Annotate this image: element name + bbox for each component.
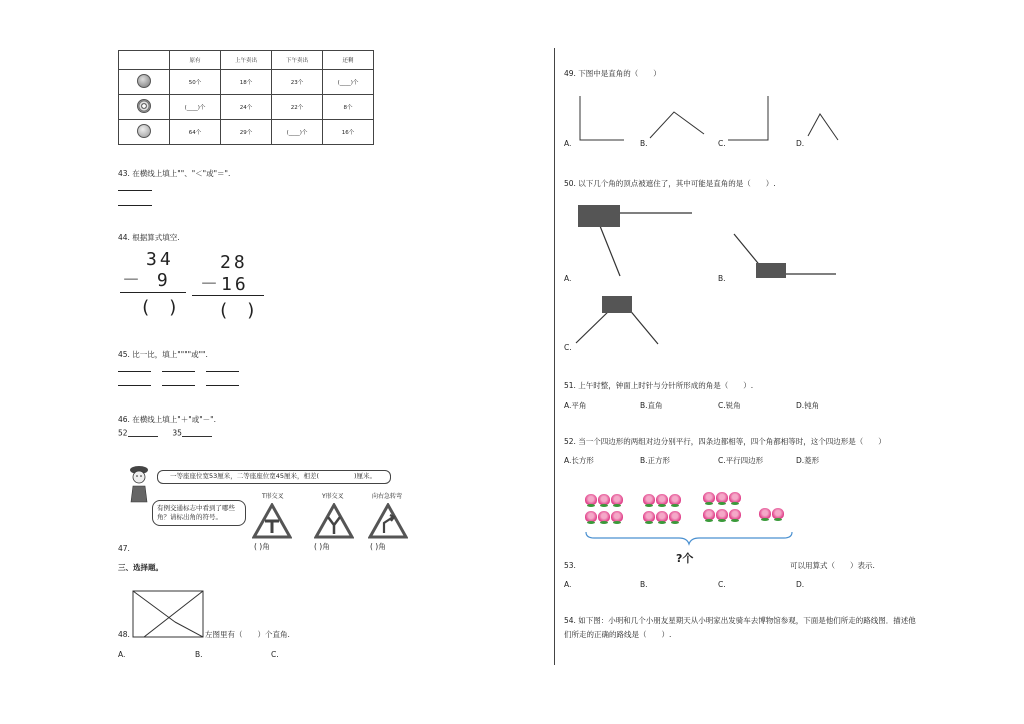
- q53-option[interactable]: B.: [640, 580, 648, 589]
- table-cell: 64个: [170, 120, 221, 145]
- q52-text: 52. 当一个四边形的两组对边分别平行，四条边都相等，四个角都相等时，这个四边形是（ ）: [564, 437, 886, 446]
- peach-icon: [716, 509, 728, 520]
- q48-text: 左图里有（ ）个直角.: [205, 630, 290, 639]
- peach-icon: [656, 511, 668, 522]
- peach-icon: [585, 511, 597, 522]
- q51-option[interactable]: D.钝角: [796, 401, 820, 410]
- q45-answer-line[interactable]: [162, 371, 195, 372]
- calc1-line: [120, 292, 186, 293]
- peach-icon: [759, 508, 771, 519]
- table-cell: 18个: [221, 70, 272, 95]
- peach-icon: [772, 508, 784, 519]
- q46-number-a: 52: [118, 428, 128, 438]
- peach-icon: [669, 511, 681, 522]
- q46-blank[interactable]: [182, 429, 212, 437]
- q49-option[interactable]: B.: [640, 139, 648, 148]
- q50-hidden-vertex-figures: [570, 198, 860, 356]
- sign-angle-blank[interactable]: ( )角: [314, 542, 330, 551]
- column-divider: [554, 48, 555, 665]
- calc2-blank[interactable]: ( ): [218, 300, 260, 321]
- table-cell: 23个: [272, 70, 323, 95]
- q50-option[interactable]: C.: [564, 343, 572, 352]
- peach-icon: [598, 494, 610, 505]
- q46-number-b: 35: [172, 428, 182, 438]
- table-cell: 8个: [323, 95, 374, 120]
- q44-text: 44. 根据算式填空.: [118, 233, 180, 242]
- sign-angle-blank[interactable]: ( )角: [370, 542, 386, 551]
- q53-option[interactable]: A.: [564, 580, 572, 589]
- calc1-op: － 9: [122, 270, 171, 291]
- peach-group: [702, 492, 750, 520]
- brace-icon: [584, 530, 794, 546]
- peach-icon: [585, 494, 597, 505]
- q48-number: 48.: [118, 630, 130, 639]
- q51-option[interactable]: C.锐角: [718, 401, 741, 410]
- q49-option[interactable]: C.: [718, 139, 726, 148]
- peach-icon: [729, 509, 741, 520]
- table-header-cell: [119, 51, 170, 70]
- basketball-icon: [137, 74, 151, 88]
- calc2-top: 28: [220, 252, 248, 273]
- q52-option[interactable]: A.长方形: [564, 456, 594, 465]
- q45-answer-line[interactable]: [206, 385, 239, 386]
- table-cell: 29个: [221, 120, 272, 145]
- table-row: [119, 120, 374, 145]
- peach-icon: [669, 494, 681, 505]
- sign-label-curve: 向右急转弯: [372, 493, 403, 500]
- sign-label-y: Y形交叉: [322, 493, 344, 500]
- table-header-cell: 上午卖出: [221, 51, 272, 70]
- table-cell: 24个: [221, 95, 272, 120]
- calc2-op: －16: [200, 274, 249, 295]
- q53-unknown-count: ?个: [676, 552, 694, 565]
- calc1-blank[interactable]: ( ): [140, 297, 182, 318]
- peach-group: [584, 494, 632, 522]
- q53-number: 53.: [564, 561, 576, 570]
- t-junction-sign-icon: [252, 503, 292, 539]
- q45-answer-line[interactable]: [118, 385, 151, 386]
- q49-option[interactable]: A.: [564, 139, 572, 148]
- table-cell: 22个: [272, 95, 323, 120]
- q46-text: 46. 在横线上填上"＋"或"－".: [118, 415, 216, 424]
- q48-option[interactable]: A.: [118, 650, 126, 659]
- bubble1-end: )厘米。: [354, 472, 377, 480]
- q48-option[interactable]: B.: [195, 650, 203, 659]
- q49-text: 49. 下图中是直角的（ ）: [564, 69, 661, 78]
- sign-label-t: T形交叉: [262, 493, 284, 500]
- table-cell: (____)个: [323, 70, 374, 95]
- table-cell: 50个: [170, 70, 221, 95]
- ball-sales-table: [118, 50, 374, 145]
- section-title: 三、选择题。: [118, 563, 163, 572]
- q53-option[interactable]: C.: [718, 580, 726, 589]
- peach-icon: [703, 492, 715, 503]
- q50-option[interactable]: A.: [564, 274, 572, 283]
- table-row: [119, 70, 374, 95]
- q54-text-line2: 们所走的正确的路线是（ ）.: [564, 630, 672, 639]
- q45-answer-line[interactable]: [206, 371, 239, 372]
- peach-icon: [598, 511, 610, 522]
- q49-option[interactable]: D.: [796, 139, 805, 148]
- soccer-ball-icon: [137, 99, 151, 113]
- q45-answer-line[interactable]: [118, 371, 151, 372]
- q49-angle-figures: [564, 92, 854, 144]
- peach-group: [758, 508, 794, 519]
- peach-icon: [729, 492, 741, 503]
- q43-answer-line[interactable]: [118, 205, 152, 206]
- q48-option[interactable]: C.: [271, 650, 279, 659]
- peach-icon: [643, 511, 655, 522]
- q51-text: 51. 上午时整，钟面上时针与分针所形成的角是（ ）.: [564, 381, 754, 390]
- speech-bubble-signs: [152, 500, 246, 526]
- sign-angle-blank[interactable]: ( )角: [254, 542, 270, 551]
- q51-option[interactable]: A.平角: [564, 401, 587, 410]
- peach-icon: [656, 494, 668, 505]
- table-header-row: [119, 51, 374, 70]
- speech-bubble-seats: [157, 470, 391, 484]
- calc1-top: 34: [146, 249, 174, 270]
- right-curve-sign-icon: [368, 503, 408, 539]
- y-junction-sign-icon: [314, 503, 354, 539]
- q43-text: 43. 在横线上填上""、"＜"或"＝".: [118, 169, 231, 178]
- q54-text-line1: 54. 如下图：小明和几个小朋友星期天从小明家出发骑车去博物馆参观，下面是他们所走的路线图．描述他: [564, 616, 916, 625]
- q52-option[interactable]: B.正方形: [640, 456, 671, 465]
- q53-option[interactable]: D.: [796, 580, 805, 589]
- q46-blank[interactable]: [128, 429, 158, 437]
- table-header-cell: 还剩: [323, 51, 374, 70]
- q45-answer-line[interactable]: [162, 385, 195, 386]
- q45-text: 45. 比一比，填上""""或"".: [118, 350, 208, 359]
- bubble1-text: 一等座座位宽53厘米，二等座座位宽45厘米，相差(: [170, 472, 320, 480]
- q43-answer-line[interactable]: [118, 190, 152, 191]
- volleyball-icon: [137, 124, 151, 138]
- peach-icon: [716, 492, 728, 503]
- table-header-cell: 下午卖出: [272, 51, 323, 70]
- q47-number: 47.: [118, 544, 130, 553]
- table-header-cell: 原有: [170, 51, 221, 70]
- q48-rectangle-figure: [132, 590, 206, 640]
- q53-text: 可以用算式（ ）表示.: [790, 561, 875, 570]
- peach-icon: [643, 494, 655, 505]
- peach-icon: [611, 494, 623, 505]
- police-officer-icon: [128, 464, 150, 504]
- table-row: [119, 95, 374, 120]
- q50-text: 50. 以下几个角的顶点被遮住了，其中可能是直角的是（ ）.: [564, 179, 776, 188]
- calc2-line: [192, 295, 264, 296]
- peach-icon: [703, 509, 715, 520]
- q52-option[interactable]: C.平行四边形: [718, 456, 764, 465]
- q50-option[interactable]: B.: [718, 274, 726, 283]
- table-cell: 16个: [323, 120, 374, 145]
- q51-option[interactable]: B.直角: [640, 401, 663, 410]
- q52-option[interactable]: D.菱形: [796, 456, 820, 465]
- peach-group: [642, 494, 690, 522]
- bubble2-text: 有例交通标志中看到了哪些角？请标出角的符号。: [157, 504, 235, 521]
- table-cell: (____)个: [272, 120, 323, 145]
- table-cell: (____)个: [170, 95, 221, 120]
- peach-icon: [611, 511, 623, 522]
